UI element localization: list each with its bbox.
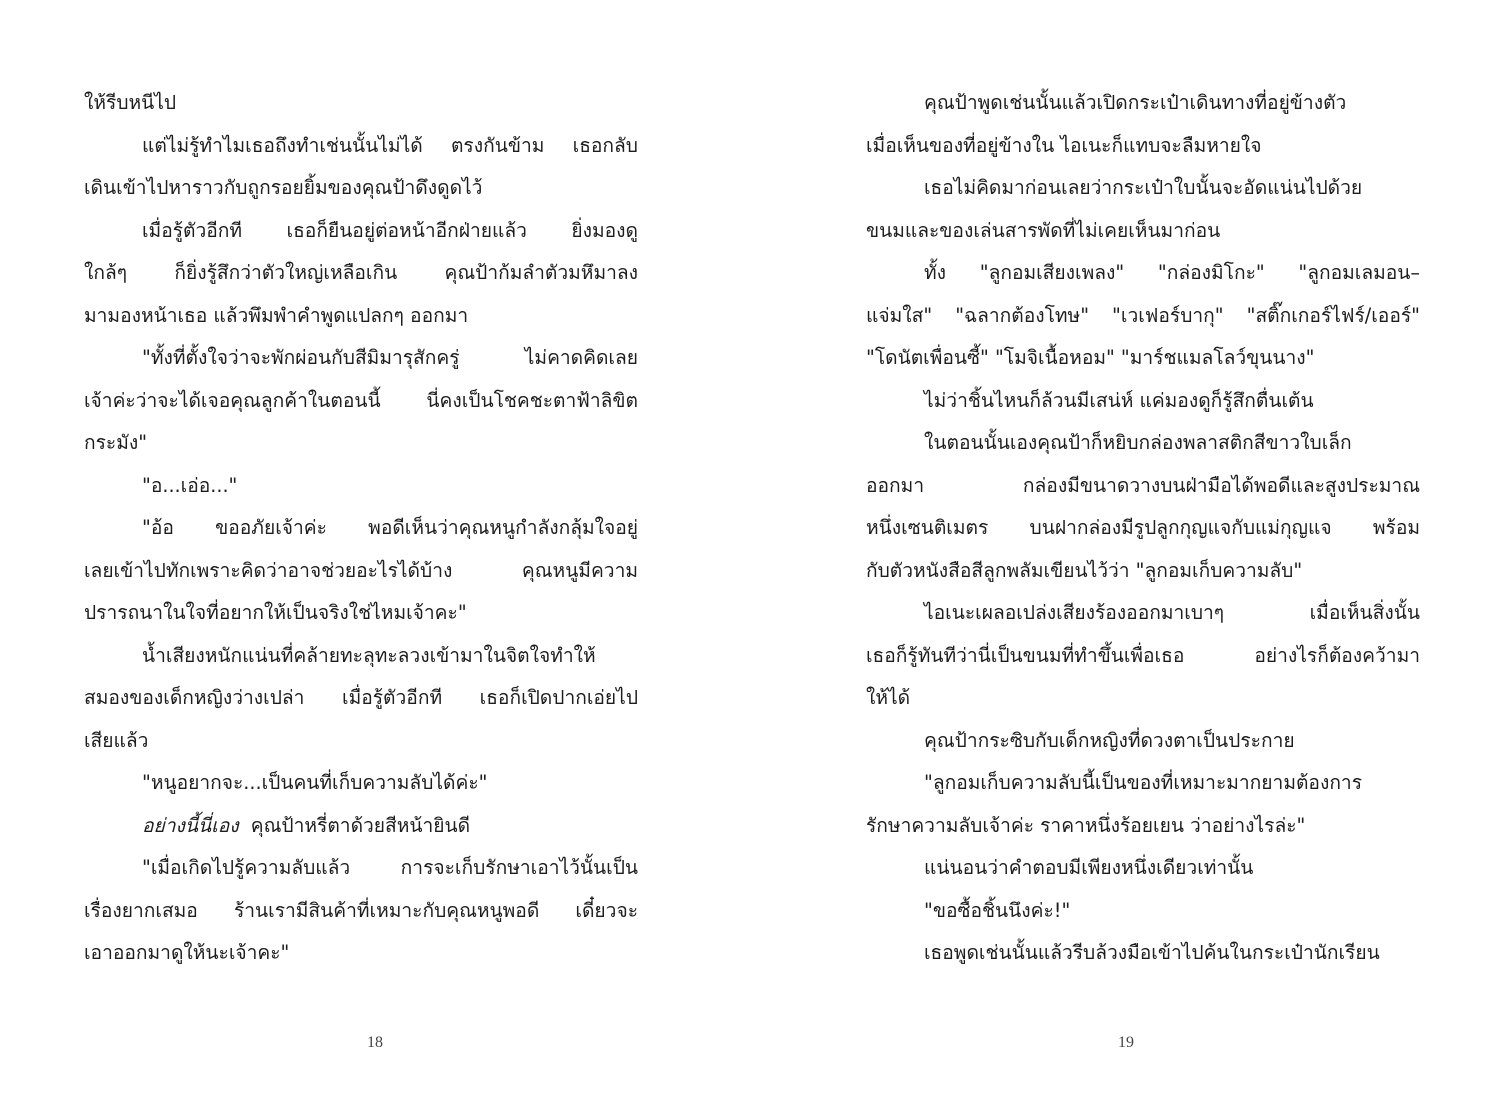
text-line-rest: คุณป้าหรี่ตาด้วยสีหน้ายินดี xyxy=(250,813,471,837)
italic-phrase: อย่างนี้นี่เอง xyxy=(142,813,239,837)
text-line: ขนมและของเล่นสารพัดที่ไม่เคยเห็นมาก่อน xyxy=(866,218,1221,242)
page-number-left: 18 xyxy=(367,1034,383,1051)
text-line: "หนูอยากจะ...เป็นคนที่เก็บความลับได้ค่ะ" xyxy=(142,771,488,794)
text-line: "อ...เอ่อ..." xyxy=(142,473,238,497)
text-line: กับตัวหนังสือสีลูกพลัมเขียนไว้ว่า "ลูกอมเก็บความลับ" xyxy=(866,558,1303,582)
text-line: "โดนัตเพื่อนซี้" "โมจิเนื้อหอม" "มาร์ชแมลโลว์ขุนนาง" xyxy=(866,346,1315,369)
text-line: ทั้ง "ลูกอมเสียงเพลง" "กล่องมิโกะ" "ลูกอมเลมอน– xyxy=(924,261,1420,284)
text-line: รักษาความลับเจ้าค่ะ ราคาหนึ่งร้อยเยน ว่าอย่างไรล่ะ" xyxy=(866,813,1306,837)
text-line: เจ้าค่ะว่าจะได้เจอคุณลูกค้าในตอนนี้ นี่คงเป็นโชคชะตาฟ้าลิขิต xyxy=(84,388,638,412)
text-line: เธอพูดเช่นนั้นแล้วรีบล้วงมือเข้าไปค้นในกระเป๋านักเรียน xyxy=(924,941,1380,964)
text-line: ในตอนนั้นเองคุณป้าก็หยิบกล่องพลาสติกสีขาวใบเล็ก xyxy=(924,431,1352,454)
text-line: เธอไม่คิดมาก่อนเลยว่ากระเป๋าใบนั้นจะอัดแน่นไปด้วย xyxy=(924,176,1363,199)
text-line: คุณป้าพูดเช่นนั้นแล้วเปิดกระเป๋าเดินทางที่อยู่ข้างตัว xyxy=(924,91,1347,114)
text-line: มามองหน้าเธอ แล้วพึมพำคำพูดแปลกๆ ออกมา xyxy=(84,303,469,327)
text-line: ให้รีบหนีไป xyxy=(84,91,177,114)
text-line: แต่ไม่รู้ทำไมเธอถึงทำเช่นนั้นไม่ได้ ตรงกันข้าม เธอกลับ xyxy=(142,133,638,157)
text-line: ใกล้ๆ ก็ยิ่งรู้สึกว่าตัวใหญ่เหลือเกิน คุณป้าก้มลำตัวมหึมาลง xyxy=(84,261,638,284)
page-number-right: 19 xyxy=(1118,1034,1134,1051)
text-line-mixed xyxy=(84,805,638,848)
text-line: คุณป้ากระซิบกับเด็กหญิงที่ดวงตาเป็นประกาย xyxy=(924,728,1295,752)
text-line: "เมื่อเกิดไปรู้ความลับแล้ว การจะเก็บรักษาเอาไว้นั้นเป็น xyxy=(142,856,638,879)
text-line: สมองของเด็กหญิงว่างเปล่า เมื่อรู้ตัวอีกที เธอก็เปิดปากเอ่ยไป xyxy=(84,686,638,709)
text-line: เลยเข้าไปทักเพราะคิดว่าอาจช่วยอะไรได้บ้าง คุณหนูมีความ xyxy=(84,558,638,582)
left-page xyxy=(84,82,638,975)
text-line: ไม่ว่าชิ้นไหนก็ล้วนมีเสน่ห์ แค่มองดูก็รู้สึกตื่นเต้น xyxy=(924,388,1314,412)
text-line: ให้ได้ xyxy=(866,686,911,709)
right-page xyxy=(866,82,1420,975)
text-line: เสียแล้ว xyxy=(84,728,149,752)
text-line: หนึ่งเซนติเมตร บนฝากล่องมีรูปลูกกุญแจกับแม่กุญแจ พร้อม xyxy=(866,516,1420,539)
text-line: เอาออกมาดูให้นะเจ้าคะ" xyxy=(84,941,290,964)
text-line: น้ำเสียงหนักแน่นที่คล้ายทะลุทะลวงเข้ามาในจิตใจทำให้ xyxy=(142,643,596,667)
text-line: "ขอซื้อชิ้นนึงค่ะ!" xyxy=(924,898,1071,922)
text-line: ออกมา กล่องมีขนาดวางบนฝ่ามือได้พอดีและสูงประมาณ xyxy=(866,473,1420,497)
text-line: เดินเข้าไปหาราวกับถูกรอยยิ้มของคุณป้าดึงดูดไว้ xyxy=(84,176,483,199)
text-line: "ทั้งที่ตั้งใจว่าจะพักผ่อนกับสีมิมารุสักครู่ ไม่คาดคิดเลย xyxy=(142,346,638,369)
text-line: ไอเนะเผลอเปล่งเสียงร้องออกมาเบาๆ เมื่อเห็นสิ่งนั้น xyxy=(924,601,1420,624)
text-line: แน่นอนว่าคำตอบมีเพียงหนึ่งเดียวเท่านั้น xyxy=(924,856,1254,879)
text-line: แจ่มใส" "ฉลากต้องโทษ" "เวเฟอร์บากุ" "สติ๊กเกอร์ไฟร์/เออร์" xyxy=(866,303,1420,327)
text-line: "อ้อ ขออภัยเจ้าค่ะ พอดีเห็นว่าคุณหนูกำลังกลุ้มใจอยู่ xyxy=(142,516,638,539)
text-line: กระมัง" xyxy=(84,431,148,454)
text-line: เธอก็รู้ทันทีว่านี่เป็นขนมที่ทำขึ้นเพื่อเธอ อย่างไรก็ต้องคว้ามา xyxy=(866,643,1420,667)
text-line: เมื่อเห็นของที่อยู่ข้างใน ไอเนะก็แทบจะลืมหายใจ xyxy=(866,133,1262,157)
text-line: เรื่องยากเสมอ ร้านเรามีสินค้าที่เหมาะกับคุณหนูพอดี เดี๋ยวจะ xyxy=(84,898,638,922)
text-line: เมื่อรู้ตัวอีกที เธอก็ยืนอยู่ต่อหน้าอีกฝ่ายแล้ว ยิ่งมองดู xyxy=(142,218,638,242)
text-line: "ลูกอมเก็บความลับนี้เป็นของที่เหมาะมากยามต้องการ xyxy=(924,771,1363,794)
text-line: ปรารถนาในใจที่อยากให้เป็นจริงใช่ไหมเจ้าคะ" xyxy=(84,601,467,624)
